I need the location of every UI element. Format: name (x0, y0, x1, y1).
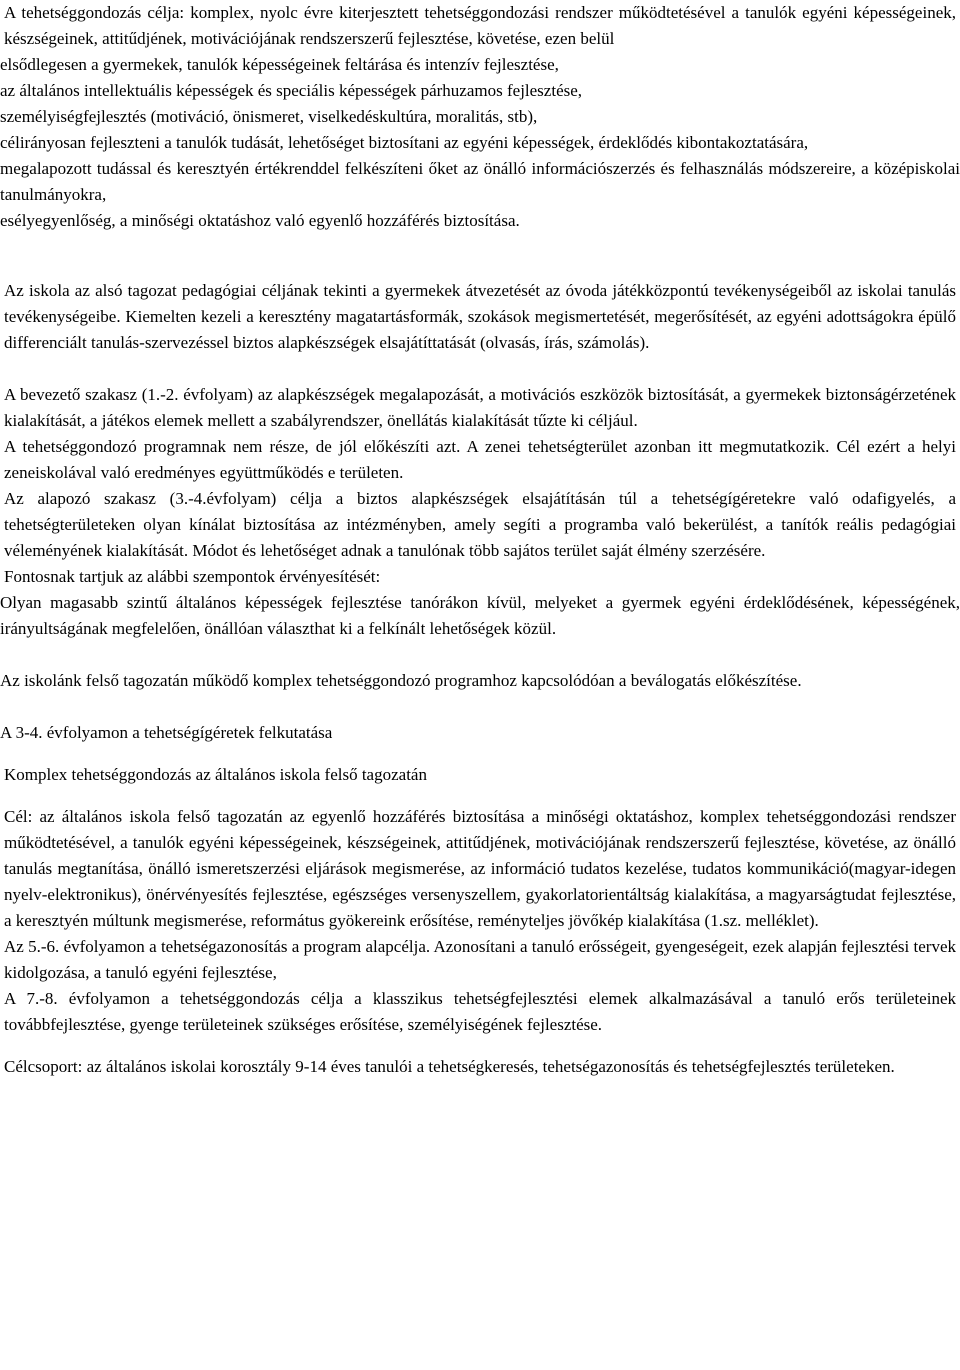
list-item: elsődlegesen a gyermekek, tanulók képességeinek feltárása és intenzív fejlesztése, (0, 55, 559, 74)
list-item: esélyegyenlőség, a minőségi oktatáshoz való egyenlő hozzáférés biztosítása. (0, 211, 520, 230)
grades-5-6-paragraph: Az 5.-6. évfolyamon a tehetségazonosítás a program alapcélja. Azonosítani a tanuló erősségeit, gyengeségeit, ezek alapján fejlesztési tervek kidolgozása, a tanuló egyéni fejlesztése, (4, 937, 956, 982)
foundation-stage-paragraph: Az alapozó szakasz (3.-4.évfolyam) célja a biztos alapkészségek elsajátításán túl a tehetségígéretekre való odafigyelés, a tehetségterületeken olyan kínálat biztosítása az intézményben, amely segíti a programba való bekerülést, a tanítók reális pedagógiai véleményének kialakítását. Módot és lehetőséget adnak a tanulónak több sajátos terület saját élmény szerzésére. (4, 489, 956, 560)
list-item: megalapozott tudással és keresztyén értékrenddel felkészíteni őket az önálló információszerzés és felhasználás módszereire, a középiskolai tanulmányokra, (0, 159, 960, 204)
list-item: A 3-4. évfolyamon a tehetségígéretek felkutatása (0, 723, 333, 742)
priorities-intro: Fontosnak tartjuk az alábbi szempontok érvényesítését: (4, 567, 381, 586)
list-item: Az iskolánk felső tagozatán működő komplex tehetséggondozó programhoz kapcsolódóan a beválogatás előkészítése. (0, 671, 802, 690)
goals-list (0, 52, 960, 234)
grades-7-8-paragraph: A 7.-8. évfolyamon a tehetséggondozás célja a klasszikus tehetségfejlesztési elemek alkalmazásával a tanuló erős területeinek továbbfejlesztése, gyenge területeinek szükséges erősítése, személyiségének fejlesztése. (4, 989, 956, 1034)
list-item: célirányosan fejleszteni a tanulók tudását, lehetőséget biztosítani az egyéni képességek, érdeklődés kibontakoztatására, (0, 133, 809, 152)
list-item: Olyan magasabb szintű általános képességek fejlesztése tanórákon kívül, melyeket a gyermek egyéni érdeklődésének, képességének, irányultságának megfelelően, önállóan választhat ki a felkínált lehetőségek közül. (0, 593, 960, 638)
aspects-list (0, 590, 960, 746)
list-item: az általános intellektuális képességek és speciális képességek párhuzamos fejlesztése, (0, 81, 583, 100)
introductory-stage-paragraph: A bevezető szakasz (1.-2. évfolyam) az alapkészségek megalapozását, a motivációs eszközök biztosítását, a gyermekek biztonságérzetének kialakítását, a játékos elemek mellett a szabályrendszer, önellátás kialakítását tűzte ki céljául. (4, 385, 956, 430)
goal-paragraph: Cél: az általános iskola felső tagozatán az egyenlő hozzáférés biztosítása a minőségi oktatáshoz, komplex tehetséggondozási rendszer működtetésével, a tanulók egyéni képességeinek, készségeinek, attitűdjének, motivációjának rendszerszerű fejlesztése, követése, az önálló tanulás megtanítása, önálló ismeretszerzési eljárások megismerése, az információ tudatos kezelése, tudatos kommunikáció(magyar-idegen nyelv-elektronikus), önérvényesítés fejlesztése, egészséges versenyszellem, gyakorlatorientáltság kialakítása, a magyarságtudat fejlesztése, a keresztyén múltunk megismerése, református gyökereink erősítése, reményteljes jövőkép kialakítása (1.sz. melléklet). (4, 807, 956, 930)
program-paragraph: A tehetséggondozó programnak nem része, de jól előkészíti azt. A zenei tehetségterület azonban itt megmutatkozik. Cél ezért a helyi zeneiskolával való eredményes együttműködés e területen. (4, 437, 956, 482)
lower-grade-paragraph: Az iskola az alsó tagozat pedagógiai céljának tekinti a gyermekek átvezetését az óvoda játékközpontú tevékenységeiből az iskolai tanulás tevékenységeibe. Kiemelten kezeli a keresztény magatartásformák, szokások megismertetését, megerősítését, az egyéni adottságokra épülő differenciált tanulás-szervezéssel biztos alapkészségek elsajátíttatását (olvasás, írás, számolás). (4, 281, 956, 352)
section-heading: Komplex tehetséggondozás az általános iskola felső tagozatán (4, 765, 427, 784)
intro-paragraph: A tehetséggondozás célja: komplex, nyolc évre kiterjesztett tehetséggondozási rendszer működtetésével a tanulók egyéni képességeinek, készségeinek, attitűdjének, motivációjának rendszerszerű fejlesztése, követése, ezen belül (4, 3, 956, 48)
list-item: személyiségfejlesztés (motiváció, önismeret, viselkedéskultúra, moralitás, stb), (0, 107, 538, 126)
target-group-paragraph: Célcsoport: az általános iskolai korosztály 9-14 éves tanulói a tehetségkeresés, tehetségazonosítás és tehetségfejlesztés területeken. (4, 1057, 895, 1076)
